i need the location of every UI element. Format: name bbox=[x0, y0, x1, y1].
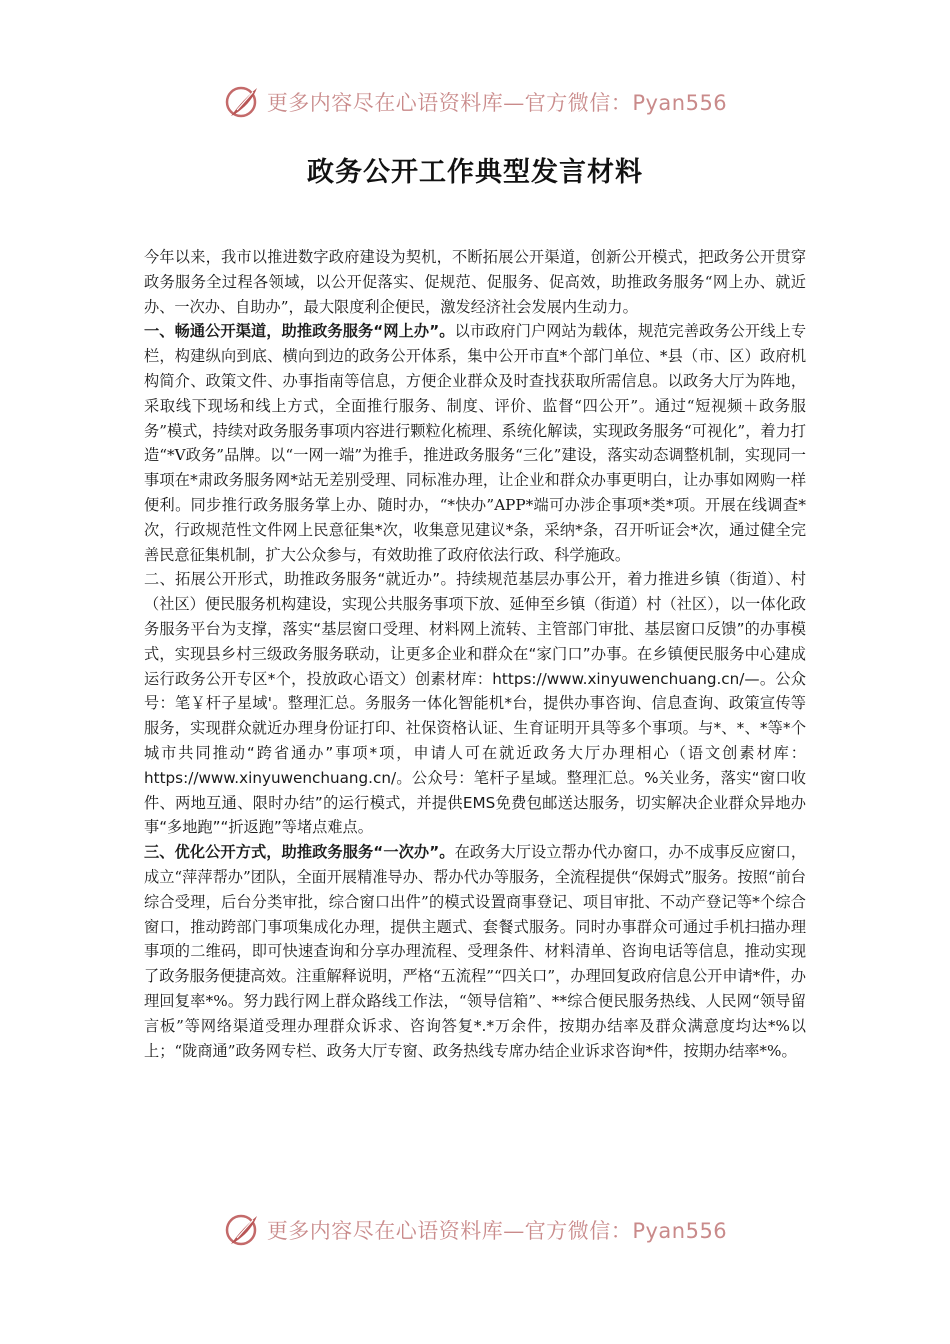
wechat-id: Pyan556 bbox=[632, 1219, 728, 1243]
section-3-paragraph bbox=[144, 840, 806, 1063]
watermark-text: 更多内容尽在心语资料库—官方微信：Pyan556 bbox=[266, 1219, 728, 1243]
section-1-body: 以市政府门户网站为载体，规范完善政务公开线上专栏，构建纵向到底、横向到边的政务公开体系，集中公开市直*个部门单位、*县（市、区）政府机构简介、政策文件、办事指南等信息，方便企业群众及时查找获取所需信息。以政务大厅为阵地，采取线下现场和线上方式，全面推行服务、制度、评价、监督“四公开”。通过“短视频＋政务服务”模式，持续对政务服务事项内容进行颗粒化梳理、系统化解读，实现政务服务“可视化”，着力打造“*V政务”品牌。以“一网一端”为推手，推进政务服务“三化”建设，落实动态调整机制，实现同一事项在*肃政务服务网*站无差别受理、同标准办理，让企业和群众办事更明白，让办事如网购一样便利。同步推行政务服务掌上办、随时办，“*快办”APP*端可办涉企事项*类*项。开展在线调查*次，行政规范性文件网上民意征集*次，收集意见建议*条，采纳*条，召开听证会*次，通过健全完善民意征集机制，扩大公众参与，有效助推了政府依法行政、科学施政。 bbox=[144, 322, 807, 564]
section-3-body: 在政务大厅设立帮办代办窗口，办不成事反应窗口，成立“萍萍帮办”团队，全面开展精准导办、帮办代办等服务，全流程提供“保姆式”服务。按照“前台综合受理，后台分类审批，综合窗口出件”的模式设置商事登记、项目审批、不动产登记等*个综合窗口，推动跨部门事项集成化办理，提供主题式、套餐式服务。同时办事群众可通过手机扫描办理事项的二维码，即可快速查询和分享办理流程、受理条件、材料清单、咨询电话等信息，推动实现了政务服务便捷高效。注重解释说明，严格“五流程”“四关口”，办理回复政府信息公开申请*件，办理回复率*%。努力践行网上群众路线工作法，“领导信箱”、**综合便民服务热线、人民网“领导留言板”等网络渠道受理办理群众诉求、咨询答复*.*万余件，按期办结率及群众满意度均达*%以上；“陇商通”政务网专栏、政务大厅专窗、政务热线专席办结企业诉求咨询*件，按期办结率*%。 bbox=[144, 843, 807, 1060]
quill-logo-icon bbox=[223, 1210, 263, 1250]
section-3-heading: 三、优化公开方式，助推政务服务“一次办”。 bbox=[144, 843, 455, 862]
section-1-heading: 一、畅通公开渠道，助推政务服务“网上办”。 bbox=[144, 322, 455, 341]
watermark-text: 更多内容尽在心语资料库—官方微信：Pyan556 bbox=[266, 91, 728, 115]
section-2-paragraph: 二、拓展公开形式，助推政务服务“就近办”。持续规范基层办事公开，着力推进乡镇（街道）、村（社区）便民服务机构建设，实现公共服务事项下放、延伸至乡镇（街道）村（社区），以一体化政务服务平台为支撑，落实“基层窗口受理、材料网上流转、主管部门审批、基层窗口反馈”的办事模式，实现县乡村三级政务服务联动，让更多企业和群众在“家门口”办事。在乡镇便民服务中心建成运行政务公开专区*个，投放政心语文）创素材库：https://www.xinyuwenchuang.cn/—。公众号：笔￥杆子星域'。整理汇总。务服务一体化智能机*台，提供办事咨询、信息查询、政策宣传等服务，实现群众就近办理身份证打印、社保资格认证、生育证明开具等多个事项。与*、*、*等*个城市共同推动“跨省通办”事项*项，申请人可在就近政务大厅办理相心（语文创素材库：https://www.xinyuwenchuang.cn/。公众号：笔杆子星域。整理汇总。%关业务，落实“窗口收件、两地互通、限时办结”的运行模式，并提供EMS免费包邮送达服务，切实解决企业群众异地办事“多地跑”“折返跑”等堵点难点。 bbox=[144, 570, 806, 837]
wechat-id: Pyan556 bbox=[632, 91, 728, 115]
watermark-banner-top bbox=[0, 80, 950, 124]
document-body bbox=[144, 245, 806, 1063]
intro-paragraph: 今年以来，我市以推进数字政府建设为契机，不断拓展公开渠道，创新公开模式，把政务公开贯穿政务服务全过程各领域，以公开促落实、促规范、促服务、促高效，助推政务服务“网上办、就近办、一次办、自助办”，最大限度利企便民，激发经济社会发展内生动力。 bbox=[144, 248, 806, 316]
document-title: 政务公开工作典型发言材料 bbox=[307, 157, 643, 188]
quill-logo-icon bbox=[223, 82, 263, 122]
section-1-paragraph bbox=[144, 319, 806, 567]
watermark-banner-bottom bbox=[0, 1208, 950, 1252]
